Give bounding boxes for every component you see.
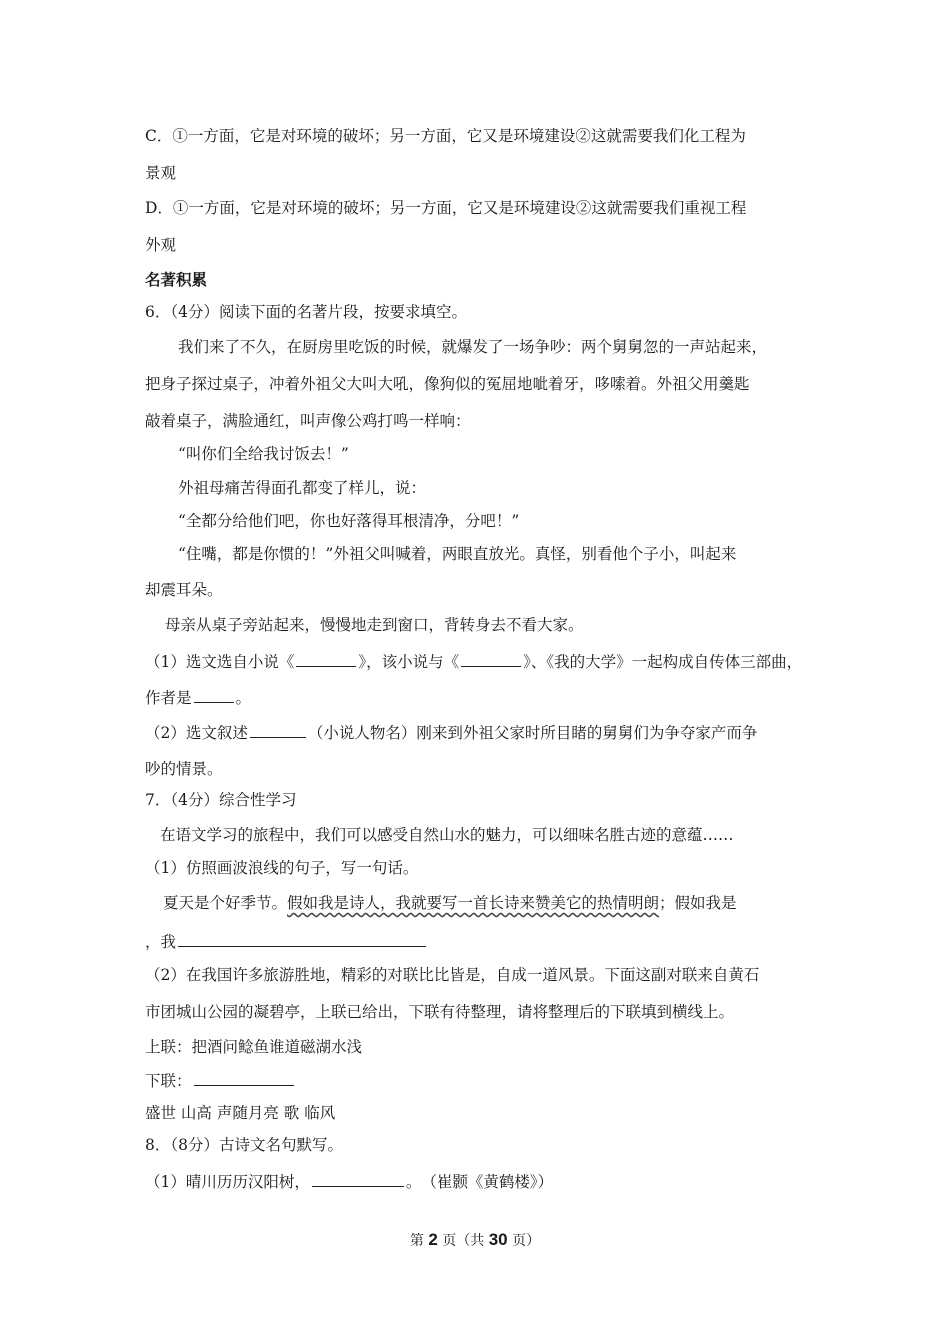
q7-example-pre: 夏天是个好季节。 [163, 894, 288, 912]
q6-passage-p2: “叫你们全给我讨饭去！” [178, 445, 349, 463]
q8-poem-blank[interactable] [312, 1170, 404, 1187]
q6-passage-p5-line1: “住嘴，都是你惯的！”外祖父叫喊着，两眼直放光。真怪，别看他个子小，叫起来 [178, 545, 737, 563]
q6-passage-p1-line3: 敲着桌子，满脸通红，叫声像公鸡打鸣一样响： [145, 412, 471, 430]
q8-sub1 [145, 1170, 820, 1192]
footer-page-number: 2 [428, 1230, 438, 1249]
option-c-line1: C．①一方面，它是对环境的破坏；另一方面，它又是环境建设②这就需要我们化工程为 [145, 127, 746, 145]
q7-upper-couplet: 上联：把酒问鲶鱼谁道磁湖水浅 [145, 1038, 363, 1056]
q7-header: 7．（4分）综合性学习 [145, 791, 297, 809]
q6-sub2-line2: 吵的情景。 [145, 760, 223, 778]
q6-sub1-text-a: （1）选文选自小说《 [145, 653, 295, 671]
q6-sub1-line1 [145, 650, 820, 672]
q7-imitation-blank[interactable] [178, 930, 426, 947]
q6-author-blank[interactable] [194, 686, 234, 703]
q6-passage-p1-line1: 我们来了不久，在厨房里吃饭的时候，就爆发了一场争吵：两个舅舅忽的一声站起来， [178, 338, 768, 356]
q7-example-l2-text: ，我 [145, 933, 177, 951]
option-c-line2: 景观 [145, 164, 177, 182]
q7-word-bank: 盛世 山高 声随月亮 歌 临风 [145, 1104, 336, 1122]
q6-sub2-text-a: （2）选文叙述 [145, 724, 248, 742]
q7-example-post: ；假如我是 [659, 894, 737, 912]
q7-intro: 在语文学习的旅程中，我们可以感受自然山水的魅力，可以细味名胜古迹的意蕴…… [160, 826, 734, 844]
q7-wavy-sentence: 假如我是诗人，我就要写一首长诗来赞美它的热情明朗 [287, 894, 660, 912]
q7-lower-label: 下联： [145, 1072, 192, 1090]
footer-total-pages: 30 [488, 1230, 508, 1249]
q6-sub1-text-b: 》，该小说与《 [358, 653, 460, 671]
q7-sub2-line2: 市团城山公园的凝碧亭，上联已给出，下联有待整理，请将整理后的下联填到横线上。 [145, 1003, 735, 1021]
section-title: 名著积累 [145, 271, 208, 289]
q7-sub1: （1）仿照画波浪线的句子，写一句话。 [145, 859, 419, 877]
q6-passage-p5-line2: 却震耳朵。 [145, 581, 223, 599]
q8-header: 8．（8分）古诗文名句默写。 [145, 1136, 343, 1154]
q6-sub1-line2 [145, 686, 820, 708]
q6-sub1-text-e: 。 [235, 689, 252, 707]
q8-sub1-text-a: （1）晴川历历汉阳树， [145, 1173, 310, 1191]
q7-sub2-line1: （2）在我国许多旅游胜地，精彩的对联比比皆是，自成一道风景。下面这副对联来自黄石 [145, 966, 760, 984]
q8-sub1-text-b: 。 （崔颢《黄鹤楼》） [405, 1173, 554, 1191]
footer-post: 页） [507, 1233, 541, 1249]
q7-example-line1 [163, 893, 820, 913]
q6-passage-p1-line2: 把身子探过桌子，冲着外祖父大叫大吼，像狗似的冤屈地呲着牙，哆嗦着。外祖父用羹匙 [145, 375, 750, 393]
q6-trilogy-title-blank[interactable] [461, 650, 521, 667]
q6-sub2-text-b: （小说人物名）刚来到外祖父家时所目睹的舅舅们为争夺家产而争 [307, 724, 758, 742]
q7-example-line2 [145, 930, 820, 952]
footer-pre: 第 [409, 1233, 429, 1249]
q6-novel-title-blank[interactable] [296, 650, 356, 667]
q6-sub1-text-c: 》、《我的大学》一起构成自传体三部曲， [523, 653, 803, 671]
q7-lower-couplet [145, 1069, 820, 1091]
footer-mid: 页（共 [437, 1233, 489, 1249]
q6-passage-p3: 外祖母痛苦得面孔都变了样儿，说： [178, 479, 427, 497]
q6-header: 6．（4分）阅读下面的名著片段，按要求填空。 [145, 303, 467, 321]
q7-lower-couplet-blank[interactable] [194, 1069, 294, 1086]
q6-sub1-text-d: 作者是 [145, 689, 192, 707]
q6-passage-p4: “全都分给他们吧，你也好落得耳根清净，分吧！” [178, 512, 520, 530]
q6-passage-p6: 母亲从桌子旁站起来，慢慢地走到窗口，背转身去不看大家。 [165, 616, 584, 634]
q6-sub2-line1 [145, 721, 820, 743]
q6-character-blank[interactable] [250, 721, 306, 738]
page-footer [0, 1230, 950, 1250]
option-d-line1: D．①一方面，它是对环境的破坏；另一方面，它又是环境建设②这就需要我们重视工程 [145, 199, 747, 217]
option-d-line2: 外观 [145, 236, 177, 254]
